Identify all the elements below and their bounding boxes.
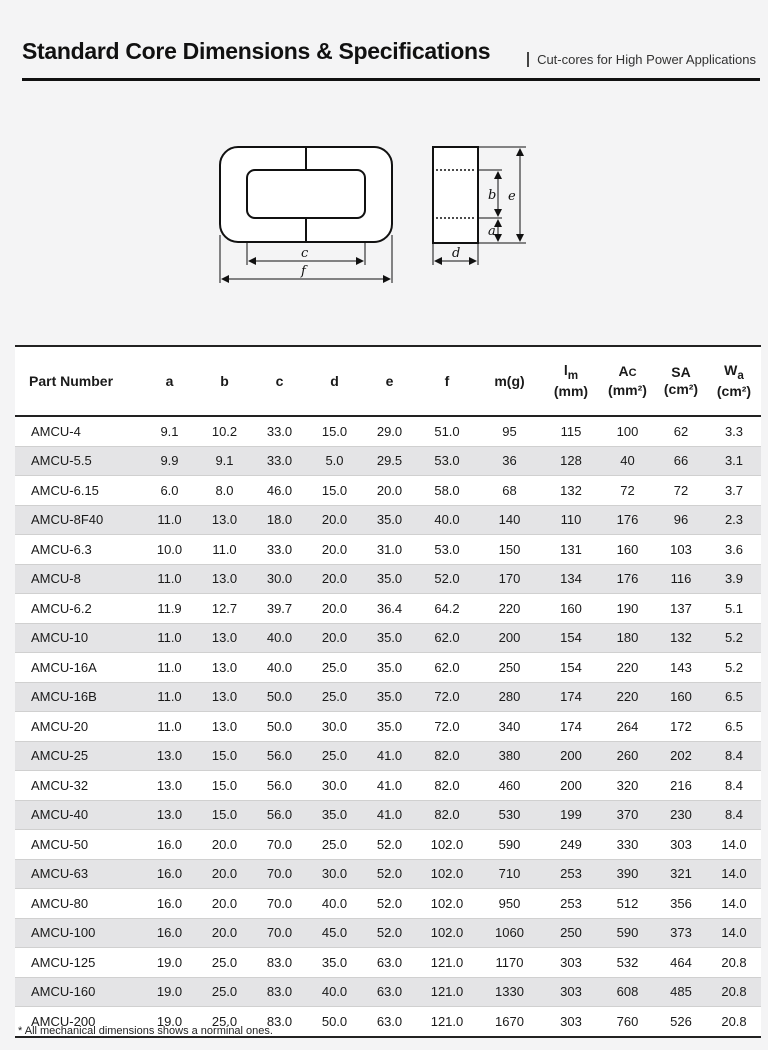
table-cell: 35.0 xyxy=(362,712,417,742)
part-number-cell: AMCU-16A xyxy=(15,653,142,683)
table-cell: 10.0 xyxy=(142,535,197,565)
table-cell: 20.0 xyxy=(197,889,252,919)
table-row xyxy=(15,859,761,889)
page-subtitle: Cut-cores for High Power Applications xyxy=(527,52,756,67)
table-cell: 25.0 xyxy=(307,653,362,683)
table-cell: 25.0 xyxy=(307,682,362,712)
table-row xyxy=(15,712,761,742)
table-cell: 62 xyxy=(655,416,707,446)
table-cell: 128 xyxy=(542,446,600,476)
dim-label-c: c xyxy=(301,246,309,261)
part-number-cell: AMCU-200 xyxy=(15,1007,142,1037)
table-cell: 58.0 xyxy=(417,476,477,506)
table-cell: 253 xyxy=(542,889,600,919)
table-cell: 1170 xyxy=(477,948,542,978)
table-cell: 160 xyxy=(600,535,655,565)
dim-label-d: d xyxy=(452,246,461,261)
table-cell: 20.0 xyxy=(197,830,252,860)
table-cell: 15.0 xyxy=(197,771,252,801)
table-cell: 35.0 xyxy=(362,564,417,594)
part-number-cell: AMCU-16B xyxy=(15,682,142,712)
table-cell: 608 xyxy=(600,977,655,1007)
table-cell: 16.0 xyxy=(142,889,197,919)
table-cell: 33.0 xyxy=(252,535,307,565)
table-cell: 121.0 xyxy=(417,948,477,978)
table-cell: 8.0 xyxy=(197,476,252,506)
table-cell: 5.2 xyxy=(707,623,761,653)
table-cell: 20.0 xyxy=(362,476,417,506)
table-cell: 16.0 xyxy=(142,859,197,889)
part-number-cell: AMCU-5.5 xyxy=(15,446,142,476)
table-row xyxy=(15,977,761,1007)
table-cell: 356 xyxy=(655,889,707,919)
part-number-cell: AMCU-100 xyxy=(15,918,142,948)
table-cell: 70.0 xyxy=(252,918,307,948)
table-cell: 25.0 xyxy=(307,741,362,771)
table-cell: 40.0 xyxy=(307,889,362,919)
table-cell: 532 xyxy=(600,948,655,978)
table-cell: 12.7 xyxy=(197,594,252,624)
table-cell: 140 xyxy=(477,505,542,535)
page-title: Standard Core Dimensions & Specifications xyxy=(22,38,491,64)
table-cell: 13.0 xyxy=(197,623,252,653)
table-cell: 70.0 xyxy=(252,889,307,919)
table-cell: 63.0 xyxy=(362,1007,417,1037)
table-cell: 20.0 xyxy=(307,623,362,653)
table-cell: 82.0 xyxy=(417,771,477,801)
part-number-cell: AMCU-80 xyxy=(15,889,142,919)
table-cell: 14.0 xyxy=(707,889,761,919)
table-cell: 62.0 xyxy=(417,653,477,683)
table-cell: 70.0 xyxy=(252,830,307,860)
dim-label-e: e xyxy=(508,189,516,204)
table-cell: 15.0 xyxy=(197,800,252,830)
part-number-cell: AMCU-50 xyxy=(15,830,142,860)
table-cell: 19.0 xyxy=(142,1007,197,1037)
table-cell: 41.0 xyxy=(362,771,417,801)
table-cell: 36 xyxy=(477,446,542,476)
table-cell: 15.0 xyxy=(307,416,362,446)
table-cell: 102.0 xyxy=(417,918,477,948)
table-row xyxy=(15,741,761,771)
table-cell: 115 xyxy=(542,416,600,446)
table-cell: 102.0 xyxy=(417,830,477,860)
table-cell: 50.0 xyxy=(252,712,307,742)
table-row xyxy=(15,889,761,919)
table-cell: 70.0 xyxy=(252,859,307,889)
footnote: * All mechanical dimensions shows a norminal ones. xyxy=(18,1025,273,1037)
core-front-window xyxy=(247,170,365,218)
table-cell: 160 xyxy=(542,594,600,624)
table-cell: 102.0 xyxy=(417,889,477,919)
table-cell: 174 xyxy=(542,682,600,712)
table-cell: 8.4 xyxy=(707,800,761,830)
part-number-cell: AMCU-8 xyxy=(15,564,142,594)
table-row xyxy=(15,564,761,594)
table-cell: 530 xyxy=(477,800,542,830)
table-row xyxy=(15,535,761,565)
table-cell: 72 xyxy=(600,476,655,506)
col-header-a: a xyxy=(142,346,197,416)
table-cell: 29.5 xyxy=(362,446,417,476)
table-row xyxy=(15,416,761,446)
table-cell: 13.0 xyxy=(142,741,197,771)
table-cell: 6.0 xyxy=(142,476,197,506)
part-number-cell: AMCU-20 xyxy=(15,712,142,742)
table-cell: 20.8 xyxy=(707,948,761,978)
table-cell: 526 xyxy=(655,1007,707,1037)
table-cell: 460 xyxy=(477,771,542,801)
table-cell: 35.0 xyxy=(362,505,417,535)
table-row xyxy=(15,948,761,978)
part-number-cell: AMCU-25 xyxy=(15,741,142,771)
table-cell: 72 xyxy=(655,476,707,506)
table-cell: 20.8 xyxy=(707,1007,761,1037)
table-cell: 137 xyxy=(655,594,707,624)
table-cell: 373 xyxy=(655,918,707,948)
table-cell: 25.0 xyxy=(197,948,252,978)
table-cell: 35.0 xyxy=(362,623,417,653)
table-cell: 11.9 xyxy=(142,594,197,624)
table-cell: 20.0 xyxy=(307,564,362,594)
table-cell: 390 xyxy=(600,859,655,889)
table-cell: 83.0 xyxy=(252,948,307,978)
table-cell: 31.0 xyxy=(362,535,417,565)
part-number-cell: AMCU-6.15 xyxy=(15,476,142,506)
table-cell: 52.0 xyxy=(362,830,417,860)
table-cell: 14.0 xyxy=(707,918,761,948)
table-cell: 20.0 xyxy=(197,918,252,948)
table-cell: 321 xyxy=(655,859,707,889)
table-cell: 36.4 xyxy=(362,594,417,624)
table-cell: 20.8 xyxy=(707,977,761,1007)
col-header-part-number: Part Number xyxy=(15,346,142,416)
table-cell: 590 xyxy=(477,830,542,860)
table-cell: 1330 xyxy=(477,977,542,1007)
table-cell: 6.5 xyxy=(707,712,761,742)
table-cell: 14.0 xyxy=(707,859,761,889)
table-cell: 16.0 xyxy=(142,830,197,860)
table-cell: 176 xyxy=(600,564,655,594)
table-cell: 3.7 xyxy=(707,476,761,506)
table-cell: 464 xyxy=(655,948,707,978)
table-cell: 33.0 xyxy=(252,416,307,446)
table-cell: 160 xyxy=(655,682,707,712)
table-cell: 35.0 xyxy=(307,948,362,978)
table-cell: 13.0 xyxy=(197,712,252,742)
table-cell: 15.0 xyxy=(307,476,362,506)
table-cell: 63.0 xyxy=(362,948,417,978)
col-header-ac: AC (mm²) xyxy=(600,346,655,416)
core-dimension-diagram xyxy=(200,135,560,295)
table-cell: 83.0 xyxy=(252,1007,307,1037)
table-cell: 30.0 xyxy=(307,859,362,889)
table-cell: 200 xyxy=(542,741,600,771)
table-cell: 950 xyxy=(477,889,542,919)
table-cell: 303 xyxy=(655,830,707,860)
table-cell: 19.0 xyxy=(142,977,197,1007)
table-cell: 20.0 xyxy=(197,859,252,889)
table-cell: 52.0 xyxy=(362,859,417,889)
table-cell: 11.0 xyxy=(142,682,197,712)
table-cell: 82.0 xyxy=(417,800,477,830)
table-cell: 250 xyxy=(542,918,600,948)
table-cell: 14.0 xyxy=(707,830,761,860)
table-cell: 710 xyxy=(477,859,542,889)
table-row xyxy=(15,682,761,712)
table-cell: 1670 xyxy=(477,1007,542,1037)
table-row xyxy=(15,594,761,624)
table-cell: 154 xyxy=(542,653,600,683)
table-cell: 40.0 xyxy=(307,977,362,1007)
table-cell: 68 xyxy=(477,476,542,506)
table-cell: 303 xyxy=(542,977,600,1007)
table-cell: 340 xyxy=(477,712,542,742)
table-cell: 370 xyxy=(600,800,655,830)
table-cell: 200 xyxy=(477,623,542,653)
col-header-d: d xyxy=(307,346,362,416)
table-cell: 35.0 xyxy=(307,800,362,830)
dim-label-b: b xyxy=(488,188,497,203)
table-cell: 512 xyxy=(600,889,655,919)
table-cell: 320 xyxy=(600,771,655,801)
col-header-f: f xyxy=(417,346,477,416)
table-cell: 485 xyxy=(655,977,707,1007)
part-number-cell: AMCU-6.2 xyxy=(15,594,142,624)
table-row xyxy=(15,800,761,830)
part-number-cell: AMCU-32 xyxy=(15,771,142,801)
col-header-lm: $l_m$ (mm) xyxy=(542,346,600,416)
part-number-cell: AMCU-4 xyxy=(15,416,142,446)
table-cell: 3.9 xyxy=(707,564,761,594)
table-cell: 11.0 xyxy=(142,653,197,683)
table-cell: 46.0 xyxy=(252,476,307,506)
table-cell: 131 xyxy=(542,535,600,565)
table-cell: 41.0 xyxy=(362,741,417,771)
table-cell: 20.0 xyxy=(307,535,362,565)
col-header-b: b xyxy=(197,346,252,416)
table-cell: 172 xyxy=(655,712,707,742)
table-cell: 62.0 xyxy=(417,623,477,653)
table-cell: 52.0 xyxy=(362,918,417,948)
table-cell: 116 xyxy=(655,564,707,594)
table-cell: 100 xyxy=(600,416,655,446)
table-cell: 260 xyxy=(600,741,655,771)
table-cell: 56.0 xyxy=(252,741,307,771)
table-cell: 13.0 xyxy=(142,771,197,801)
table-cell: 103 xyxy=(655,535,707,565)
table-cell: 50.0 xyxy=(307,1007,362,1037)
table-cell: 200 xyxy=(542,771,600,801)
table-cell: 11.0 xyxy=(197,535,252,565)
table-cell: 330 xyxy=(600,830,655,860)
table-cell: 2.3 xyxy=(707,505,761,535)
part-number-cell: AMCU-10 xyxy=(15,623,142,653)
table-header-row xyxy=(15,346,761,416)
table-cell: 190 xyxy=(600,594,655,624)
table-cell: 132 xyxy=(542,476,600,506)
table-cell: 30.0 xyxy=(307,712,362,742)
table-cell: 9.1 xyxy=(142,416,197,446)
table-cell: 250 xyxy=(477,653,542,683)
table-cell: 199 xyxy=(542,800,600,830)
table-cell: 1060 xyxy=(477,918,542,948)
table-cell: 174 xyxy=(542,712,600,742)
table-cell: 280 xyxy=(477,682,542,712)
core-side-view xyxy=(433,147,478,243)
table-cell: 40.0 xyxy=(252,653,307,683)
table-cell: 53.0 xyxy=(417,535,477,565)
table-cell: 380 xyxy=(477,741,542,771)
table-cell: 51.0 xyxy=(417,416,477,446)
table-cell: 216 xyxy=(655,771,707,801)
spec-table xyxy=(15,345,761,1038)
table-cell: 249 xyxy=(542,830,600,860)
table-cell: 96 xyxy=(655,505,707,535)
table-cell: 95 xyxy=(477,416,542,446)
table-cell: 8.4 xyxy=(707,741,761,771)
table-cell: 220 xyxy=(477,594,542,624)
table-cell: 3.6 xyxy=(707,535,761,565)
table-cell: 72.0 xyxy=(417,682,477,712)
table-cell: 150 xyxy=(477,535,542,565)
table-cell: 5.1 xyxy=(707,594,761,624)
table-row xyxy=(15,476,761,506)
table-cell: 33.0 xyxy=(252,446,307,476)
col-header-e: e xyxy=(362,346,417,416)
table-cell: 154 xyxy=(542,623,600,653)
table-cell: 25.0 xyxy=(197,1007,252,1037)
table-cell: 9.1 xyxy=(197,446,252,476)
table-cell: 9.9 xyxy=(142,446,197,476)
table-cell: 121.0 xyxy=(417,1007,477,1037)
col-header-sa: SA (cm²) xyxy=(655,346,707,416)
table-cell: 202 xyxy=(655,741,707,771)
table-cell: 303 xyxy=(542,1007,600,1037)
table-cell: 5.2 xyxy=(707,653,761,683)
table-cell: 3.3 xyxy=(707,416,761,446)
table-cell: 10.2 xyxy=(197,416,252,446)
table-cell: 13.0 xyxy=(142,800,197,830)
part-number-cell: AMCU-6.3 xyxy=(15,535,142,565)
table-cell: 35.0 xyxy=(362,653,417,683)
table-cell: 13.0 xyxy=(197,505,252,535)
table-cell: 11.0 xyxy=(142,505,197,535)
table-cell: 132 xyxy=(655,623,707,653)
table-row xyxy=(15,771,761,801)
page-header xyxy=(22,38,760,81)
table-cell: 264 xyxy=(600,712,655,742)
table-cell: 220 xyxy=(600,682,655,712)
table-cell: 134 xyxy=(542,564,600,594)
table-cell: 30.0 xyxy=(252,564,307,594)
table-cell: 19.0 xyxy=(142,948,197,978)
col-header-mass: m(g) xyxy=(477,346,542,416)
dim-label-a: a xyxy=(488,224,496,239)
table-cell: 50.0 xyxy=(252,682,307,712)
table-cell: 29.0 xyxy=(362,416,417,446)
table-cell: 18.0 xyxy=(252,505,307,535)
table-cell: 170 xyxy=(477,564,542,594)
table-cell: 11.0 xyxy=(142,564,197,594)
table-cell: 25.0 xyxy=(307,830,362,860)
table-cell: 230 xyxy=(655,800,707,830)
table-cell: 30.0 xyxy=(307,771,362,801)
part-number-cell: AMCU-125 xyxy=(15,948,142,978)
table-cell: 15.0 xyxy=(197,741,252,771)
table-cell: 56.0 xyxy=(252,800,307,830)
table-row xyxy=(15,623,761,653)
table-cell: 40.0 xyxy=(417,505,477,535)
table-cell: 64.2 xyxy=(417,594,477,624)
part-number-cell: AMCU-160 xyxy=(15,977,142,1007)
table-cell: 3.1 xyxy=(707,446,761,476)
table-row xyxy=(15,505,761,535)
table-cell: 25.0 xyxy=(197,977,252,1007)
table-cell: 121.0 xyxy=(417,977,477,1007)
table-cell: 176 xyxy=(600,505,655,535)
table-cell: 180 xyxy=(600,623,655,653)
table-row xyxy=(15,446,761,476)
table-cell: 83.0 xyxy=(252,977,307,1007)
table-cell: 6.5 xyxy=(707,682,761,712)
table-cell: 16.0 xyxy=(142,918,197,948)
table-cell: 20.0 xyxy=(307,594,362,624)
table-cell: 45.0 xyxy=(307,918,362,948)
part-number-cell: AMCU-8F40 xyxy=(15,505,142,535)
table-cell: 220 xyxy=(600,653,655,683)
table-cell: 52.0 xyxy=(417,564,477,594)
col-header-c: c xyxy=(252,346,307,416)
table-row xyxy=(15,830,761,860)
table-cell: 253 xyxy=(542,859,600,889)
table-cell: 102.0 xyxy=(417,859,477,889)
table-cell: 40.0 xyxy=(252,623,307,653)
table-cell: 760 xyxy=(600,1007,655,1037)
table-cell: 41.0 xyxy=(362,800,417,830)
table-cell: 53.0 xyxy=(417,446,477,476)
dim-label-f: f xyxy=(301,264,306,279)
table-cell: 56.0 xyxy=(252,771,307,801)
table-cell: 52.0 xyxy=(362,889,417,919)
part-number-cell: AMCU-40 xyxy=(15,800,142,830)
table-cell: 40 xyxy=(600,446,655,476)
table-cell: 8.4 xyxy=(707,771,761,801)
table-cell: 13.0 xyxy=(197,682,252,712)
table-cell: 11.0 xyxy=(142,712,197,742)
table-cell: 590 xyxy=(600,918,655,948)
table-cell: 63.0 xyxy=(362,977,417,1007)
table-cell: 143 xyxy=(655,653,707,683)
table-row xyxy=(15,918,761,948)
col-header-wa: $W_a$ (cm²) xyxy=(707,346,761,416)
table-cell: 82.0 xyxy=(417,741,477,771)
table-cell: 13.0 xyxy=(197,564,252,594)
table-cell: 5.0 xyxy=(307,446,362,476)
table-cell: 11.0 xyxy=(142,623,197,653)
table-cell: 39.7 xyxy=(252,594,307,624)
table-cell: 66 xyxy=(655,446,707,476)
table-cell: 35.0 xyxy=(362,682,417,712)
part-number-cell: AMCU-63 xyxy=(15,859,142,889)
table-cell: 20.0 xyxy=(307,505,362,535)
table-cell: 72.0 xyxy=(417,712,477,742)
table-cell: 13.0 xyxy=(197,653,252,683)
table-cell: 303 xyxy=(542,948,600,978)
table-cell: 110 xyxy=(542,505,600,535)
table-row xyxy=(15,653,761,683)
